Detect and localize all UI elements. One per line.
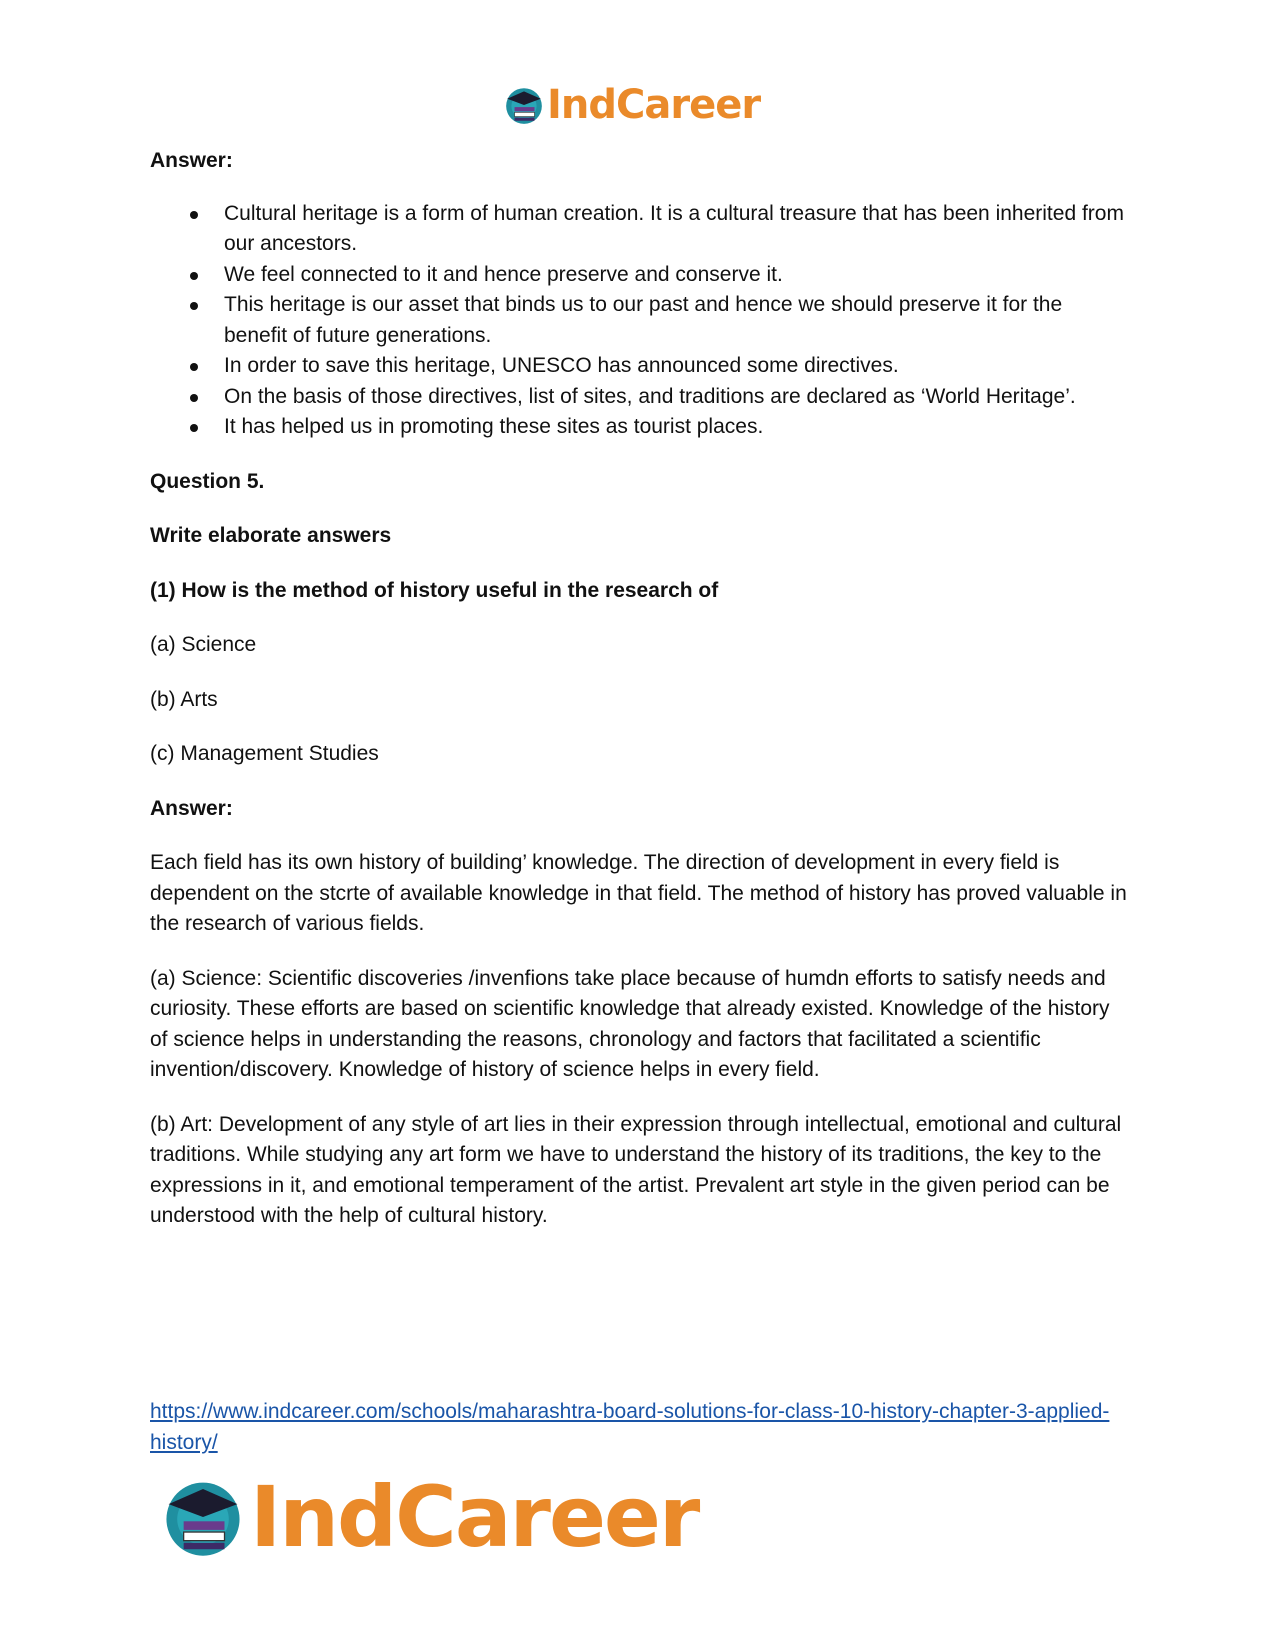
answer-paragraph: Each field has its own history of building’ knowledge. The direction of development in every field is dependent on the stcrte of available knowledge in that field. The method of history has proved valuable in the research of various fields. xyxy=(150,851,1127,935)
graduation-globe-icon xyxy=(160,1474,246,1560)
logo-wordmark: IndCareer xyxy=(547,82,761,128)
graduation-globe-icon xyxy=(503,84,545,126)
list-item: Cultural heritage is a form of human creation. It is a cultural treasure that has been inherited from our ancestors. xyxy=(150,199,1130,260)
question-title: Question 5. xyxy=(150,469,265,493)
question-prompt: (1) How is the method of history useful in the research of xyxy=(150,578,719,602)
footer-logo xyxy=(160,1470,698,1564)
answer-label: Answer: xyxy=(150,149,233,172)
document-body xyxy=(150,146,1130,1232)
answer-paragraph: (a) Science: Scientific discoveries /invenfions take place because of humdn efforts to satisfy needs and curiosity. These efforts are based on scientific knowledge that already existed. Knowledge of the history of science helps in understanding the reasons, chronology and factors that facilitated a scientific invention/discovery. Knowledge of history of science helps in every field. xyxy=(150,966,1110,1081)
question-instruction: Write elaborate answers xyxy=(150,524,392,547)
answer-bullet-list xyxy=(150,199,1130,443)
option-management: (c) Management Studies xyxy=(150,742,379,765)
list-item: In order to save this heritage, UNESCO has announced some directives. xyxy=(150,351,1130,382)
option-science: (a) Science xyxy=(150,633,257,656)
list-item: It has helped us in promoting these sites as tourist places. xyxy=(150,412,1130,443)
list-item: We feel connected to it and hence preserve and conserve it. xyxy=(150,260,1130,291)
answer-paragraph: (b) Art: Development of any style of art lies in their expression through intellectual, emotional and cultural traditions. While studying any art form we have to understand the history of its traditions, the key to the expressions in it, and emotional temperament of the artist. Prevalent art style in the given period can be understood with the help of cultural history. xyxy=(150,1112,1122,1227)
list-item: This heritage is our asset that binds us to our past and hence we should preserve it for the benefit of future generations. xyxy=(150,290,1130,351)
option-arts: (b) Arts xyxy=(150,687,218,711)
answer-label: Answer: xyxy=(150,796,233,820)
source-link[interactable]: https://www.indcareer.com/schools/maharashtra-board-solutions-for-class-10-history-chapter-3-applied-history/ xyxy=(150,1400,1110,1454)
list-item: On the basis of those directives, list of sites, and traditions are declared as ‘World Heritage’. xyxy=(150,382,1130,413)
logo-wordmark: IndCareer xyxy=(250,1468,699,1566)
header-logo xyxy=(503,82,760,128)
